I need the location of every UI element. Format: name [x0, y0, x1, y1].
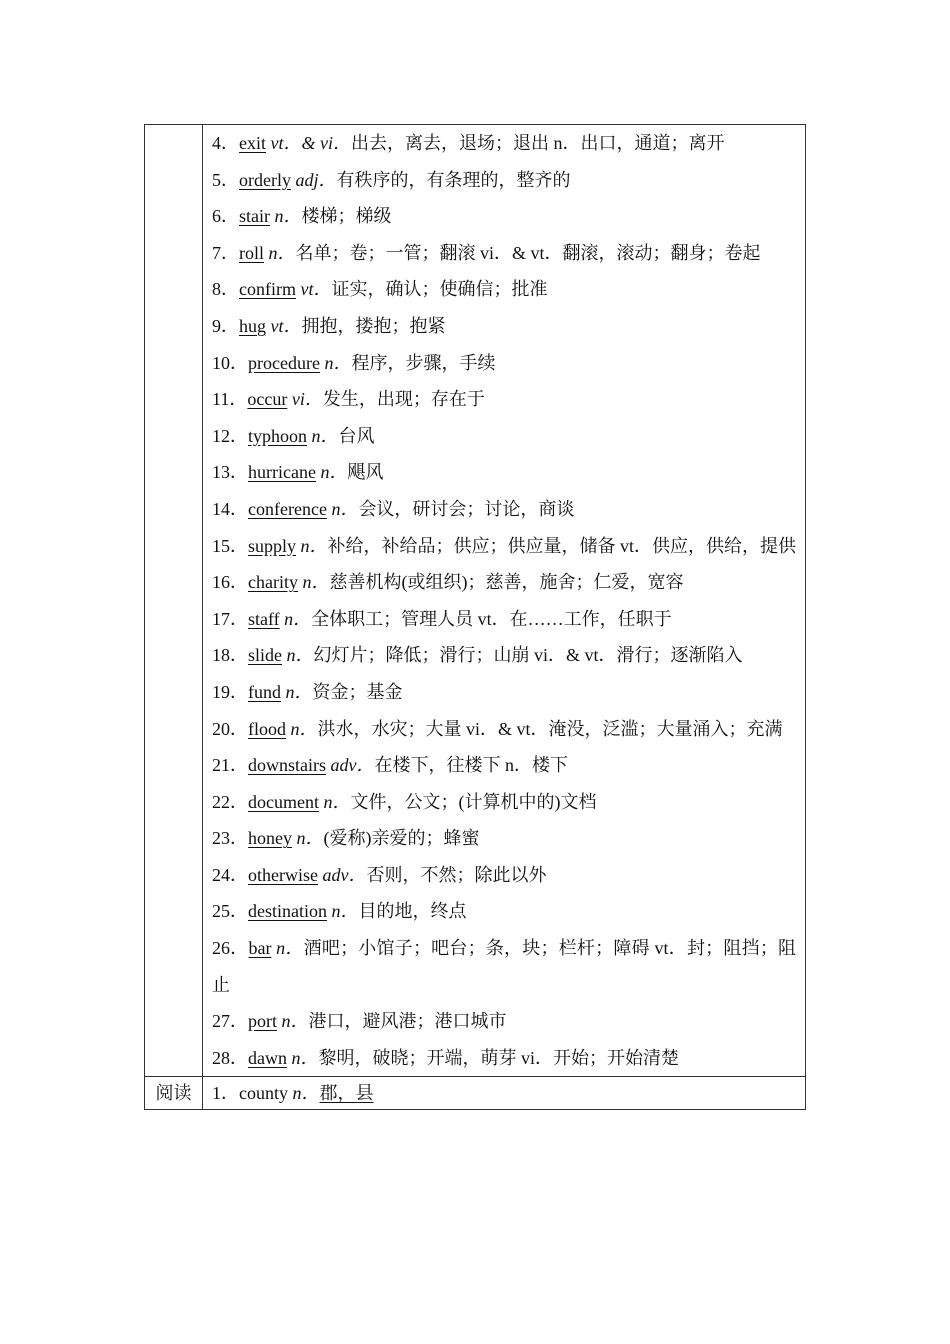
entry-meaning: 港口，避风港；港口城市: [308, 1011, 507, 1032]
vocab-entry: [212, 637, 796, 674]
entry-number: 11．: [212, 389, 248, 410]
entry-number: 20．: [212, 718, 248, 739]
entry-number: 16．: [212, 572, 248, 593]
vocab-entry: [212, 1040, 796, 1077]
vocab-entry: [212, 198, 796, 235]
vocab-entry: [212, 857, 796, 894]
vocab-entry: [212, 820, 796, 857]
entry-pos: n．: [331, 901, 359, 922]
entry-meaning: 飓风: [347, 462, 384, 483]
entry-meaning: 拥抱，搂抱；抱紧: [301, 315, 446, 336]
entry-pos: n．: [276, 938, 304, 959]
entry-meaning: 慈善机构(或组织)；慈善，施舍；仁爱，宽容: [329, 572, 684, 593]
entry-pos: vi．: [291, 389, 323, 410]
section-label-reading: 阅读: [145, 1077, 203, 1110]
entry-meaning: 台风: [338, 425, 375, 446]
vocab-entry: [212, 418, 796, 455]
entry-meaning: (爱称)亲爱的；蜂蜜: [323, 828, 480, 849]
vocab-entry: [212, 125, 796, 162]
entry-word: otherwise: [248, 864, 318, 885]
entry-number: 1．: [212, 1083, 239, 1104]
entry-meaning: 程序，步骤，手续: [351, 352, 496, 373]
entry-word: confirm: [239, 279, 296, 300]
entry-pos: n．: [281, 1011, 309, 1032]
entry-word: slide: [248, 645, 282, 666]
entry-word: occur: [247, 389, 288, 410]
vocab-entry: [212, 381, 796, 418]
vocab-entry: [212, 528, 796, 565]
entry-number: 26．: [212, 938, 249, 959]
entry-number: 6．: [212, 206, 239, 227]
entry-number: 25．: [212, 901, 248, 922]
entry-pos: adv．: [330, 755, 375, 776]
entry-pos: n．: [285, 681, 313, 702]
entry-pos: adj．: [295, 169, 337, 190]
entry-meaning: 补给，补给品；供应；供应量，储备 vt．供应，供给，提供: [327, 535, 797, 556]
vocab-entry: [212, 564, 796, 601]
entry-meaning: 证实，确认；使确信；批准: [331, 279, 548, 300]
entry-word: hurricane: [248, 462, 316, 483]
vocab-row: [145, 125, 806, 1077]
entry-word: destination: [248, 901, 327, 922]
entry-pos: n．: [320, 462, 348, 483]
entry-meaning: 幻灯片；降低；滑行；山崩 vi．& vt．滑行；逐渐陷入: [313, 645, 743, 666]
entry-meaning: 否则，不然；除此以外: [366, 864, 547, 885]
entry-number: 15．: [212, 535, 248, 556]
reading-entry: [212, 1077, 796, 1109]
entry-number: 21．: [212, 755, 248, 776]
vocab-entry: [212, 491, 796, 528]
entry-meaning: 名单；卷；一管；翻滚 vi．& vt．翻滚，滚动；翻身；卷起: [295, 242, 761, 263]
section-label-cell-empty: [145, 125, 203, 1077]
entry-word: dawn: [248, 1047, 287, 1068]
entry-word: hug: [239, 315, 266, 336]
entry-meaning: 目的地，终点: [358, 901, 467, 922]
entry-word: staff: [248, 608, 280, 629]
entry-word: typhoon: [248, 425, 308, 446]
entry-word: supply: [248, 535, 297, 556]
vocab-entry: [212, 235, 796, 272]
entry-number: 10．: [212, 352, 248, 373]
entry-word: orderly: [239, 169, 291, 190]
entry-number: 12．: [212, 425, 248, 446]
entry-number: 19．: [212, 681, 248, 702]
entry-pos: n．: [292, 1083, 320, 1104]
entry-meaning: 出去，离去，退场；退出 n．出口，通道；离开: [350, 133, 725, 153]
entry-word: honey: [248, 828, 292, 849]
entry-word: exit: [239, 133, 266, 153]
vocab-entry: [212, 601, 796, 638]
entry-word: document: [248, 791, 319, 812]
entry-meaning: 郡，县: [319, 1083, 374, 1104]
entry-word: charity: [248, 572, 298, 593]
reading-row: [145, 1077, 806, 1110]
reading-list-cell: [203, 1077, 806, 1110]
entry-word: roll: [239, 242, 264, 263]
entry-meaning: 洪水，水灾；大量 vi．& vt．淹没，泛滥；大量涌入；充满: [317, 718, 783, 739]
vocab-entry: [212, 674, 796, 711]
vocabulary-table: [144, 124, 806, 1110]
entry-word: conference: [248, 498, 327, 519]
entry-number: 7．: [212, 242, 239, 263]
entry-number: 14．: [212, 498, 248, 519]
entry-meaning: 酒吧；小馆子；吧台；条，块；栏杆；障碍 vt．封；阻挡；阻止: [212, 938, 797, 995]
entry-number: 5．: [212, 169, 239, 190]
entry-word: stair: [239, 206, 270, 227]
vocab-entry: [212, 345, 796, 382]
entry-pos: n．: [323, 791, 351, 812]
entry-number: 23．: [212, 828, 248, 849]
entry-meaning: 资金；基金: [312, 681, 403, 702]
entry-meaning: 发生，出现；存在于: [322, 389, 485, 410]
entry-word: bar: [248, 938, 272, 959]
vocab-list: [203, 125, 805, 1076]
entry-meaning: 全体职工；管理人员 vt．在……工作，任职于: [311, 608, 672, 629]
entry-number: 18．: [212, 645, 248, 666]
entry-number: 28．: [212, 1047, 248, 1068]
entry-pos: n．: [290, 718, 318, 739]
vocab-entry: [212, 162, 796, 199]
entry-pos: n．: [300, 535, 328, 556]
entry-word: procedure: [248, 352, 320, 373]
entry-pos: n．: [324, 352, 352, 373]
entry-meaning: 楼梯；梯级: [301, 206, 392, 227]
entry-meaning: 黎明，破晓；开端，萌芽 vi．开始；开始清楚: [318, 1047, 679, 1068]
entry-number: 27．: [212, 1011, 248, 1032]
entry-pos: n．: [286, 645, 314, 666]
entry-pos: n．: [268, 242, 296, 263]
entry-meaning: 文件，公文；(计算机中的)文档: [350, 791, 597, 812]
entry-word: fund: [248, 681, 281, 702]
vocab-entry: [212, 454, 796, 491]
entry-number: 17．: [212, 608, 248, 629]
entry-number: 4．: [212, 133, 239, 153]
entry-meaning: 在楼下，往楼下 n．楼下: [374, 755, 568, 776]
vocab-list-cell: [203, 125, 806, 1077]
entry-pos: n．: [274, 206, 302, 227]
entry-number: 8．: [212, 279, 239, 300]
vocab-entry: [212, 711, 796, 748]
entry-pos: n．: [284, 608, 312, 629]
entry-pos: n．: [331, 498, 359, 519]
entry-number: 22．: [212, 791, 248, 812]
entry-pos: n．: [296, 828, 324, 849]
entry-pos: n．: [291, 1047, 319, 1068]
entry-meaning: 会议，研讨会；讨论，商谈: [358, 498, 575, 519]
entry-pos: vt．: [270, 315, 302, 336]
entry-pos: n．: [311, 425, 339, 446]
entry-word: flood: [248, 718, 286, 739]
entry-pos: adv．: [322, 864, 367, 885]
entry-number: 13．: [212, 462, 248, 483]
vocab-entry: [212, 1003, 796, 1040]
vocab-entry: [212, 930, 796, 1003]
entry-meaning: 有秩序的，有条理的，整齐的: [336, 169, 571, 190]
entry-pos: vt．: [300, 279, 332, 300]
vocab-entry: [212, 747, 796, 784]
vocab-entry: [212, 308, 796, 345]
entry-word: port: [248, 1011, 277, 1032]
entry-pos: n．: [302, 572, 330, 593]
vocab-entry: [212, 271, 796, 308]
entry-word: downstairs: [248, 755, 326, 776]
entry-word: county: [239, 1083, 288, 1104]
entry-pos: vt．& vi．: [270, 133, 351, 153]
vocab-entry: [212, 893, 796, 930]
entry-number: 9．: [212, 315, 239, 336]
vocab-entry: [212, 784, 796, 821]
entry-number: 24．: [212, 864, 248, 885]
